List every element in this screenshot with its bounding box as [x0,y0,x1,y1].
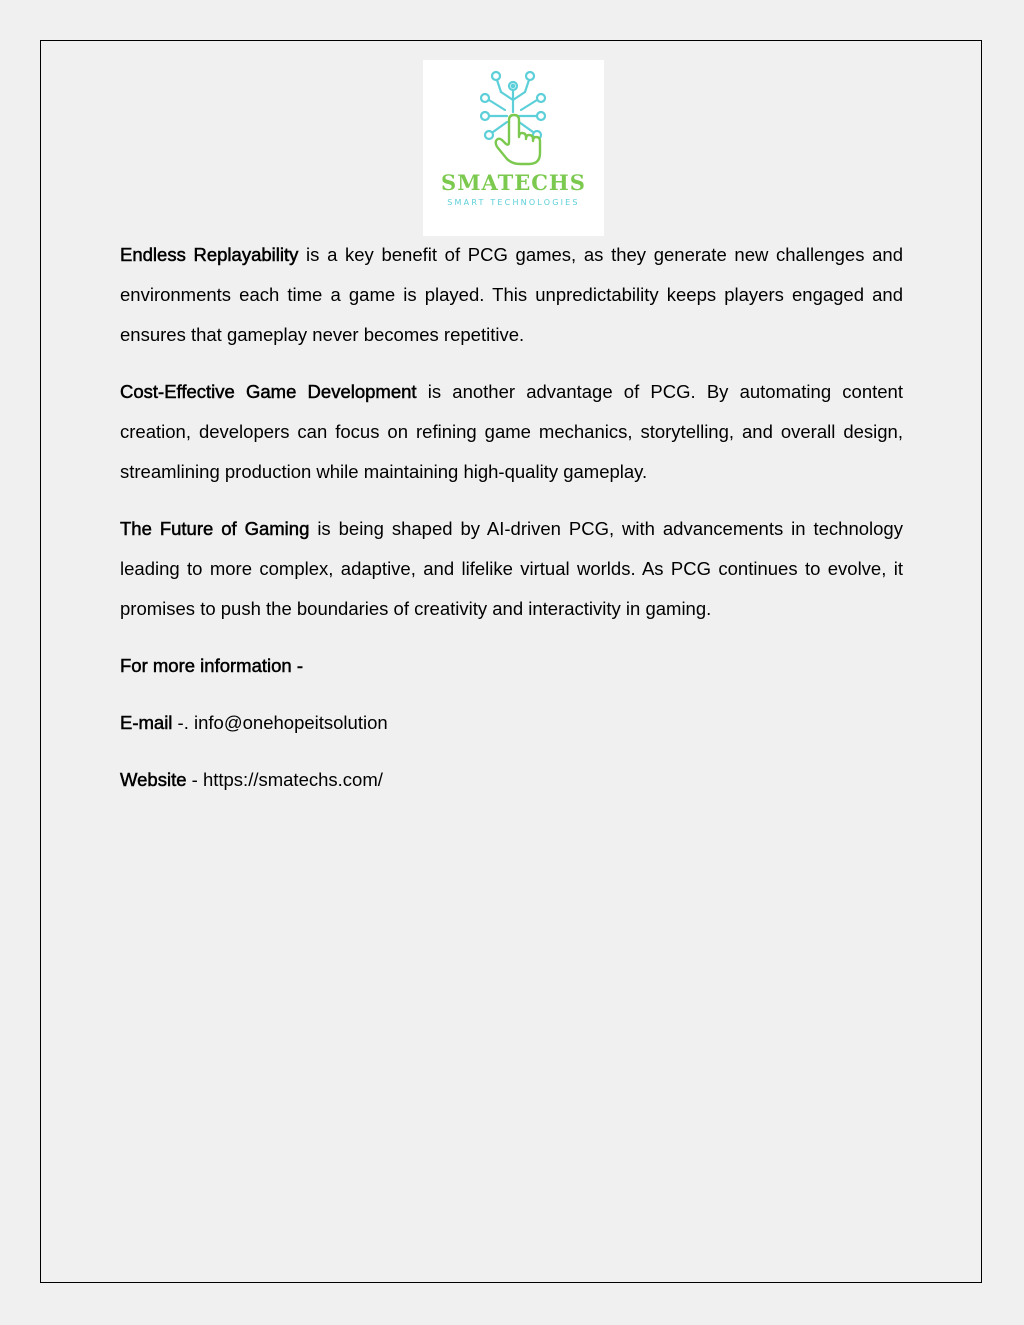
website-link[interactable]: https://smatechs.com/ [202,769,383,790]
contact-email [120,703,903,743]
logo-tagline: SMART TECHNOLOGIES [447,198,580,207]
paragraph-text: is being shaped by AI-driven PCG, with advancements in technology leading to more complex, adaptive, and lifelike virtual worlds. As PCG continues to evolve, it promises to push the boundaries of creativity and interactivity in gaming. [120,518,903,619]
paragraph-cost-effective [120,372,903,492]
paragraph-replayability [120,235,903,355]
logo-wordmark: SMATECHS [441,170,586,195]
paragraph-lead: Cost-Effective Game Development [120,381,417,402]
website-separator: - [186,769,203,790]
paragraph-text: is another advantage of PCG. By automating content creation, developers can focus on refining game mechanics, storytelling, and overall design, streamlining production while maintaining high-quality gameplay. [120,381,903,482]
email-value[interactable]: info@onehopeitsolution [194,712,388,733]
website-label: Website [120,769,187,790]
paragraph-lead: Endless Replayability [120,244,299,265]
paragraph-lead: The Future of Gaming [120,518,310,539]
contact-heading: For more information - [120,655,303,676]
paragraph-text: is a key benefit of PCG games, as they generate new challenges and environments each time a game is played. This unpredictability keeps players engaged and ensures that gameplay never becomes repetitive. [120,244,903,345]
email-separator: -. [172,712,195,733]
email-label: E-mail [120,712,173,733]
company-logo [423,60,604,236]
hand-circuit-icon [423,60,604,170]
contact-website [120,760,903,800]
document-body [120,235,903,817]
paragraph-future [120,509,903,629]
